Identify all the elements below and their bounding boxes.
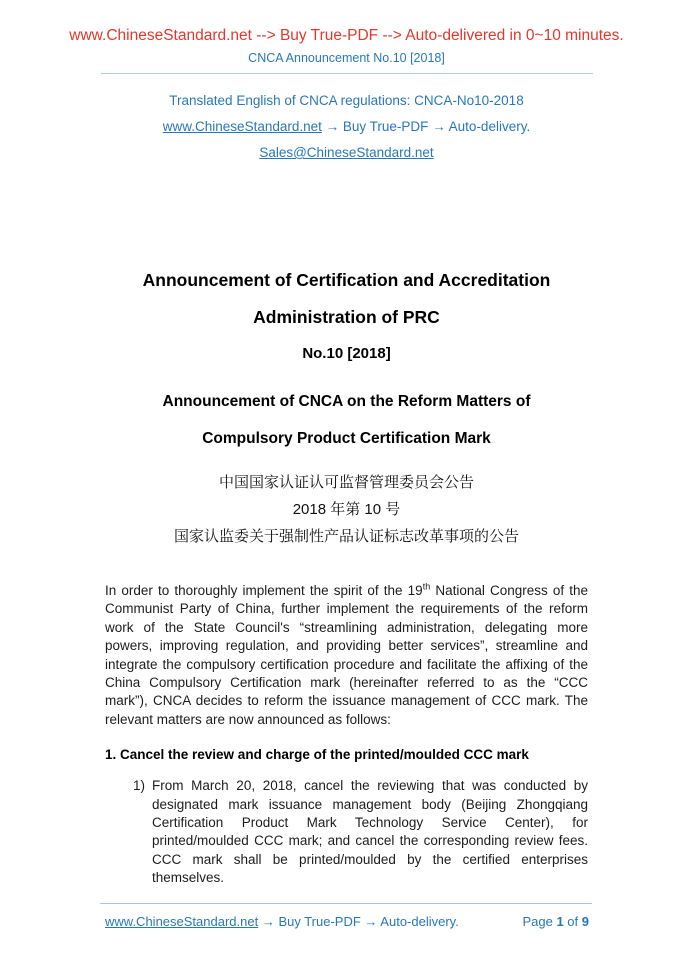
buy-line-tail: → Buy True-PDF → Auto-delivery. [325, 119, 531, 134]
list-item-1-number: 1) [133, 778, 146, 794]
announcement-number: No.10 [2018] [302, 345, 391, 362]
intro-paragraph [105, 582, 588, 729]
buy-line [0, 118, 693, 135]
main-title-line2: Administration of PRC [253, 307, 440, 327]
subtitle-line2: Compulsory Product Certification Mark [202, 430, 491, 447]
section-1-heading: 1. Cancel the review and charge of the printed/moulded CCC mark [105, 747, 529, 763]
document-reference: CNCA Announcement No.10 [2018] [248, 51, 445, 65]
document-body [105, 582, 588, 888]
intro-text-after-superscript: National Congress of the Communist Party of China, further implement the requirements of the reform work of the State Council's “streamlining administration, delegating more powers, improving regulation, and providing better services”, streamline and integrate the compulsory certification procedure and facilitate the affixing of the China Compulsory Certification mark (hereinafter referred to as the “CCC mark”), CNCA decides to reform the issuance management of CCC mark. The relevant matters are now announced as follows: [105, 583, 588, 727]
chinese-title-line2: 2018 年第 10 号 [292, 501, 401, 518]
chinese-title-line1: 中国国家认证认可监督管理委员会公告 [218, 474, 474, 491]
footer-row [100, 913, 592, 930]
current-page-number: 1 [556, 914, 564, 929]
footer-buy-line [105, 913, 459, 930]
page-indicator [522, 913, 589, 930]
title-block [0, 269, 693, 449]
top-banner-link[interactable]: www.ChineseStandard.net --> Buy True-PDF --> Auto-delivered in 0~10 minutes. [69, 27, 624, 44]
footer-website-link[interactable]: www.ChineseStandard.net [105, 914, 259, 929]
of-label: of [567, 914, 579, 929]
translation-info-block [0, 92, 693, 161]
chinese-title-block [0, 474, 693, 546]
header-divider [101, 73, 593, 74]
page-footer [100, 903, 592, 930]
list-item-1-text: From March 20, 2018, cancel the reviewing that was conducted by designated mark issuance management body (Beijing Zhongqiang Certification Product Mark Technology Service Center), for printed/moulded CCC mark; and cancel the corresponding review fees. CCC mark shall be printed/moulded by the certified enterprises themselves. [152, 778, 588, 886]
page-label: Page [522, 914, 553, 929]
total-page-number: 9 [581, 914, 589, 929]
translation-description: Translated English of CNCA regulations: CNCA-No10-2018 [169, 93, 524, 108]
footer-divider [100, 903, 592, 904]
website-link[interactable]: www.ChineseStandard.net [162, 119, 322, 134]
chinese-title-line3: 国家认监委关于强制性产品认证标志改革事项的公告 [173, 528, 519, 545]
sales-email-link[interactable]: Sales@ChineseStandard.net [259, 145, 434, 160]
subtitle-line1: Announcement of CNCA on the Reform Matters of [162, 393, 531, 410]
main-title-line1: Announcement of Certification and Accreditation [142, 270, 551, 290]
email-line [0, 144, 693, 161]
list-item-1 [105, 777, 588, 887]
intro-text-before-superscript: In order to thoroughly implement the spirit of the 19 [105, 583, 423, 598]
footer-buy-line-tail: → Buy True-PDF → Auto-delivery. [261, 914, 459, 929]
ordinal-superscript: th [422, 581, 431, 592]
